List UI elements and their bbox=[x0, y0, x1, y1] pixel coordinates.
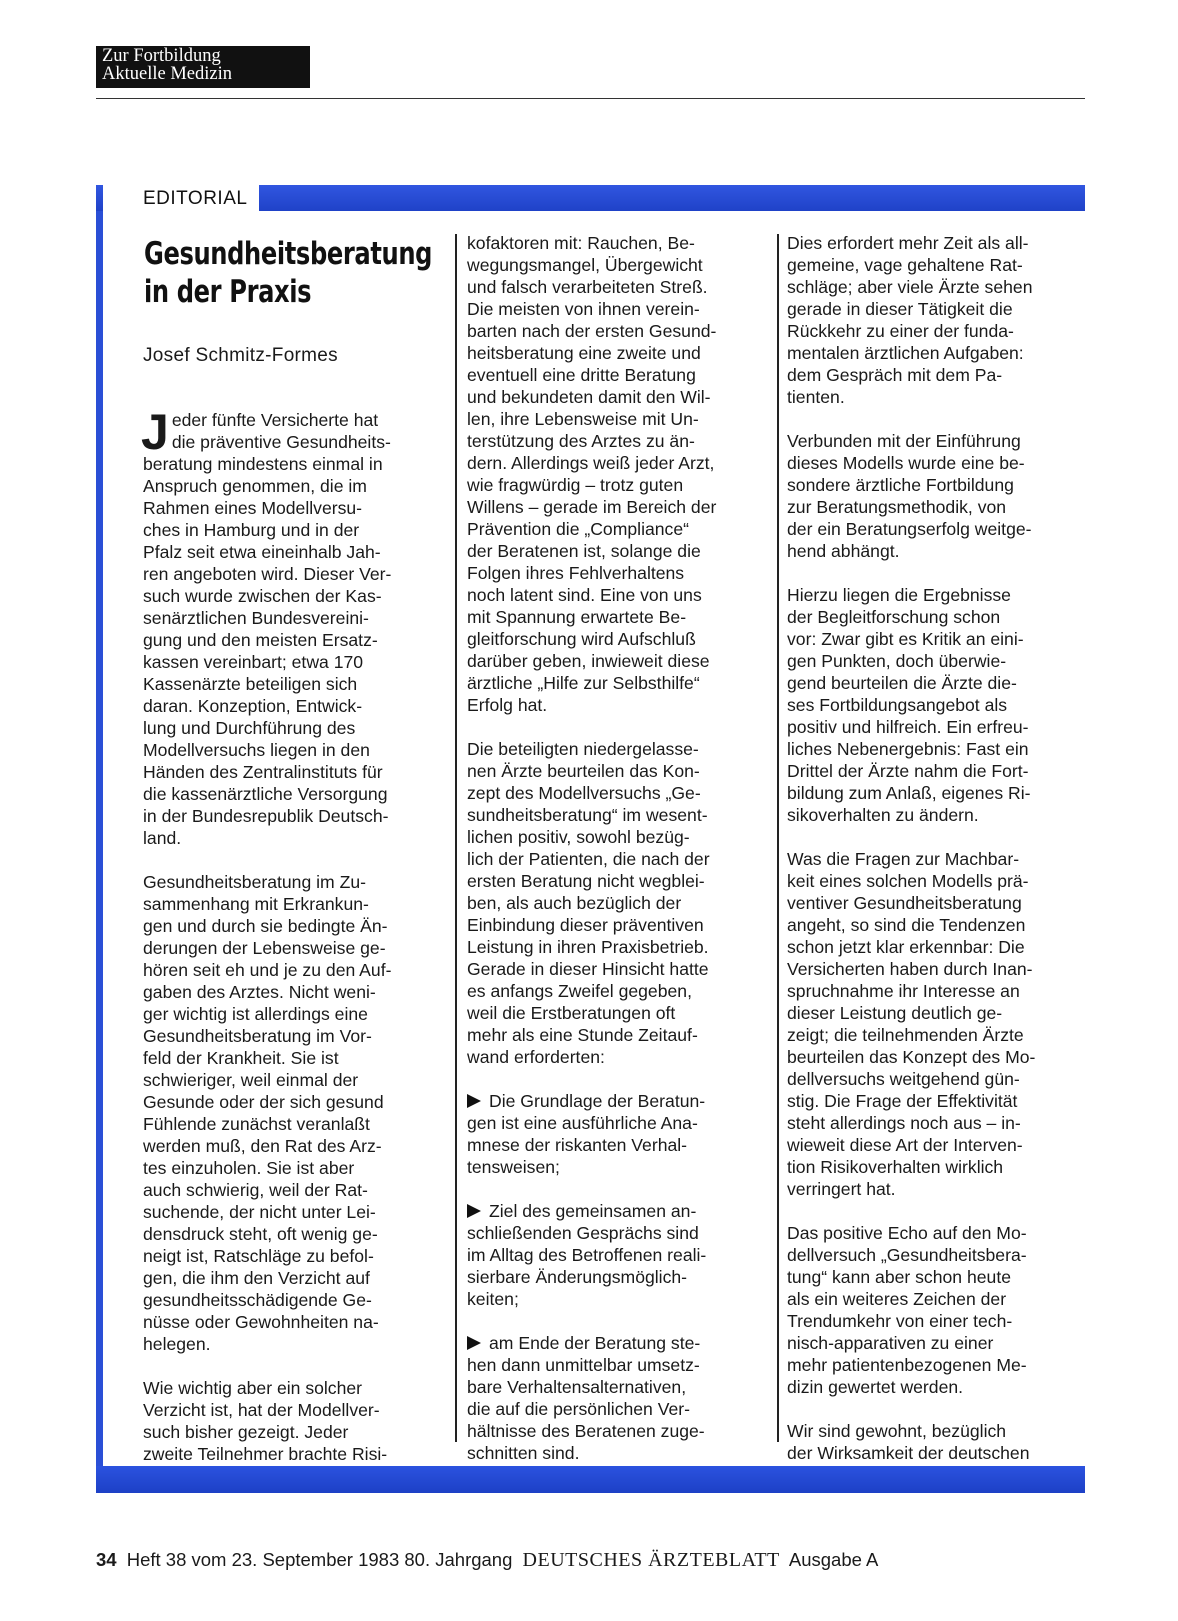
text-line: der ein Beratungserfolg weitge- bbox=[787, 519, 1032, 539]
text-line: ventiver Gesundheitsberatung bbox=[787, 893, 1022, 913]
text-line: dizin gewertet werden. bbox=[787, 1377, 964, 1397]
text-line: dieses Modells wurde eine be- bbox=[787, 453, 1025, 473]
text-line: feld der Krankheit. Sie ist bbox=[143, 1048, 339, 1068]
text-line: gen Punkten, doch überwie- bbox=[787, 651, 1007, 671]
text-line: kassen vereinbart; etwa 170 bbox=[143, 652, 364, 672]
bullet-arrow-icon bbox=[467, 1336, 481, 1350]
text-line: zept des Modellversuchs „Ge- bbox=[467, 783, 701, 803]
text-line: bildung zum Anlaß, eigenes Ri- bbox=[787, 783, 1031, 803]
text-line: mehr als eine Stunde Zeitauf- bbox=[467, 1025, 698, 1045]
text-line: Modellversuchs liegen in den bbox=[143, 740, 370, 760]
text-line: zeigt; die teilnehmenden Ärzte bbox=[787, 1025, 1024, 1045]
page-footer bbox=[96, 1549, 883, 1572]
bullet-arrow-icon bbox=[467, 1204, 481, 1218]
text-line: Pfalz seit etwa eineinhalb Jah- bbox=[143, 542, 381, 562]
text-line: eder fünfte Versicherte hat bbox=[171, 410, 379, 430]
text-line: Händen des Zentralinstituts für bbox=[143, 762, 383, 782]
text-line: nisch-apparativen zu einer bbox=[787, 1333, 994, 1353]
text-line: darüber geben, inwieweit diese bbox=[467, 651, 710, 671]
text-line: tung“ kann aber schon heute bbox=[787, 1267, 1011, 1287]
paragraph bbox=[787, 848, 1087, 1200]
text-line: schwieriger, weil einmal der bbox=[143, 1070, 359, 1090]
text-line: lich der Patienten, die nach der bbox=[467, 849, 710, 869]
text-line: Drittel der Ärzte nahm die Fort- bbox=[787, 761, 1029, 781]
text-line: gen ist eine ausführliche Ana- bbox=[467, 1113, 698, 1133]
text-line: ses Fortbildungsangebot als bbox=[787, 695, 1008, 715]
text-line: Rahmen eines Modellversu- bbox=[143, 498, 363, 518]
text-line: die präventive Gesundheits- bbox=[171, 432, 391, 452]
paragraph bbox=[787, 1222, 1087, 1398]
text-line: spruchnahme ihr Interesse an bbox=[787, 981, 1020, 1001]
text-line: keit eines solchen Modells prä- bbox=[787, 871, 1029, 891]
text-line: Erfolg hat. bbox=[467, 695, 548, 715]
title-line-2: in der Praxis bbox=[144, 274, 312, 310]
text-line: hend abhängt. bbox=[787, 541, 900, 561]
text-line: Dies erfordert mehr Zeit als all- bbox=[787, 233, 1029, 253]
text-line: verringert hat. bbox=[787, 1179, 896, 1199]
text-line: Wie wichtig aber ein solcher bbox=[143, 1378, 363, 1398]
text-line: nen Ärzte beurteilen das Kon- bbox=[467, 761, 700, 781]
text-line: dieser Leistung deutlich ge- bbox=[787, 1003, 1003, 1023]
text-line: tes einzuholen. Sie ist aber bbox=[143, 1158, 355, 1178]
text-line: positiv und hilfreich. Ein erfreu- bbox=[787, 717, 1029, 737]
text-line: Das positive Echo auf den Mo- bbox=[787, 1223, 1027, 1243]
header-line-2: Aktuelle Medizin bbox=[102, 64, 232, 84]
text-column-1 bbox=[141, 404, 443, 1487]
paragraph bbox=[143, 871, 443, 1355]
bullet-arrow-icon bbox=[467, 1094, 481, 1108]
paragraph bbox=[787, 430, 1087, 562]
text-line: Kassenärzte beteiligen sich bbox=[143, 674, 358, 694]
text-line: es anfangs Zweifel gegeben, bbox=[467, 981, 692, 1001]
text-line: Gerade in dieser Hinsicht hatte bbox=[467, 959, 709, 979]
text-line: gung und den meisten Ersatz- bbox=[143, 630, 378, 650]
text-line: ersten Beratung nicht wegblei- bbox=[467, 871, 705, 891]
text-line: hen dann unmittelbar umsetz- bbox=[467, 1355, 700, 1375]
column-rule bbox=[455, 234, 457, 1442]
paragraph bbox=[141, 404, 443, 849]
text-line: gen und durch sie bedingte Än- bbox=[143, 916, 388, 936]
paragraph-lines bbox=[141, 404, 443, 849]
text-column-2 bbox=[467, 232, 767, 1486]
text-line: die auf die persönlichen Ver- bbox=[467, 1399, 690, 1419]
text-line: Wir sind gewohnt, bezüglich bbox=[787, 1421, 1007, 1441]
drop-cap: J bbox=[141, 404, 169, 460]
article-author: Josef Schmitz-Formes bbox=[143, 345, 338, 366]
text-line: dern. Allerdings weiß jeder Arzt, bbox=[467, 453, 715, 473]
text-line: heitsberatung eine zweite und bbox=[467, 343, 701, 363]
text-line: gen, die ihm den Verzicht auf bbox=[143, 1268, 370, 1288]
text-line: sondere ärztliche Fortbildung bbox=[787, 475, 1014, 495]
page-number: 34 bbox=[96, 1549, 117, 1570]
text-line: am Ende der Beratung ste- bbox=[467, 1332, 767, 1354]
text-line: densdruck steht, oft wenig ge- bbox=[143, 1224, 378, 1244]
text-line: Einbindung dieser präventiven bbox=[467, 915, 704, 935]
text-line: noch latent sind. Eine von uns bbox=[467, 585, 702, 605]
paragraph bbox=[467, 738, 767, 1068]
journal-name: DEUTSCHES ÄRZTEBLATT bbox=[522, 1549, 780, 1571]
article-title bbox=[144, 235, 432, 311]
text-line: neigt ist, Ratschläge zu befol- bbox=[143, 1246, 374, 1266]
text-line: der Beratenen ist, solange die bbox=[467, 541, 701, 561]
text-line: Die Grundlage der Beratun- bbox=[467, 1090, 767, 1112]
editorial-label: EDITORIAL bbox=[103, 185, 259, 211]
text-line: wie fragwürdig – trotz guten bbox=[467, 475, 684, 495]
bullet-item bbox=[467, 1090, 767, 1178]
text-line: sierbare Änderungsmöglich- bbox=[467, 1267, 688, 1287]
text-line: dellversuch „Gesundheitsbera- bbox=[787, 1245, 1027, 1265]
text-line: die kassenärztliche Versorgung bbox=[143, 784, 388, 804]
text-line: Ziel des gemeinsamen an- bbox=[467, 1200, 767, 1222]
text-line: daran. Konzeption, Entwick- bbox=[143, 696, 363, 716]
text-line: ren angeboten wird. Dieser Ver- bbox=[143, 564, 392, 584]
text-line: Fühlende zunächst veranlaßt bbox=[143, 1114, 370, 1134]
text-line: Versicherten haben durch Inan- bbox=[787, 959, 1033, 979]
text-line: Trendumkehr von einer tech- bbox=[787, 1311, 1013, 1331]
text-line: gerade in dieser Tätigkeit die bbox=[787, 299, 1013, 319]
bullet-item bbox=[467, 1200, 767, 1310]
text-line: im Alltag des Betroffenen reali- bbox=[467, 1245, 707, 1265]
text-line: wegungsmangel, Übergewicht bbox=[467, 255, 703, 275]
header-line-1: Zur Fortbildung bbox=[102, 46, 221, 66]
text-line: Gesundheitsberatung im Vor- bbox=[143, 1026, 372, 1046]
text-line: gleitforschung wird Aufschluß bbox=[467, 629, 696, 649]
text-line: mnese der riskanten Verhal- bbox=[467, 1135, 688, 1155]
text-line: weil die Erstberatungen oft bbox=[467, 1003, 676, 1023]
text-line: vor: Zwar gibt es Kritik an eini- bbox=[787, 629, 1024, 649]
text-line: barten nach der ersten Gesund- bbox=[467, 321, 717, 341]
issue-info: Heft 38 vom 23. September 1983 80. Jahrgang bbox=[126, 1549, 513, 1570]
text-line: lung und Durchführung des bbox=[143, 718, 356, 738]
edition: Ausgabe A bbox=[788, 1549, 879, 1570]
text-line: ben, als auch bezüglich der bbox=[467, 893, 682, 913]
text-line: und falsch verarbeiteten Streß. bbox=[467, 277, 708, 297]
text-line: tensweisen; bbox=[467, 1157, 560, 1177]
text-column-3 bbox=[787, 232, 1087, 1486]
text-line: eventuell eine dritte Beratung bbox=[467, 365, 696, 385]
section-header-box bbox=[96, 46, 310, 88]
text-line: beratung mindestens einmal in bbox=[143, 454, 383, 474]
text-line: steht allerdings noch aus – in- bbox=[787, 1113, 1021, 1133]
text-line: als ein weiteres Zeichen der bbox=[787, 1289, 1007, 1309]
text-line: Rückkehr zu einer der funda- bbox=[787, 321, 1014, 341]
text-line: derungen der Lebensweise ge- bbox=[143, 938, 386, 958]
text-line: wieweit diese Art der Interven- bbox=[787, 1135, 1023, 1155]
text-line: Verzicht ist, hat der Modellver- bbox=[143, 1400, 380, 1420]
text-line: tion Risikoverhalten wirklich bbox=[787, 1157, 1004, 1177]
text-line: Prävention die „Compliance“ bbox=[467, 519, 689, 539]
text-line: mit Spannung erwartete Be- bbox=[467, 607, 687, 627]
text-line: gend beurteilen die Ärzte die- bbox=[787, 673, 1017, 693]
text-line: land. bbox=[143, 828, 182, 848]
text-line: such wurde zwischen der Kas- bbox=[143, 586, 382, 606]
text-line: gesundheitsschädigende Ge- bbox=[143, 1290, 372, 1310]
text-line: stig. Die Frage der Effektivität bbox=[787, 1091, 1018, 1111]
text-line: Hierzu liegen die Ergebnisse bbox=[787, 585, 1011, 605]
text-line: der Wirksamkeit der deutschen bbox=[787, 1443, 1030, 1463]
text-line: und bekundeten damit den Wil- bbox=[467, 387, 711, 407]
text-line: Leistung in ihren Praxisbetrieb. bbox=[467, 937, 709, 957]
bullet-item bbox=[467, 1332, 767, 1464]
text-line: zur Beratungsmethodik, von bbox=[787, 497, 1007, 517]
text-line: schon jetzt klar erkennbar: Die bbox=[787, 937, 1025, 957]
text-line: gaben des Arztes. Nicht weni- bbox=[143, 982, 376, 1002]
text-line: nüsse oder Gewohnheiten na- bbox=[143, 1312, 379, 1332]
text-line: ärztliche „Hilfe zur Selbsthilfe“ bbox=[467, 673, 700, 693]
text-line: suchende, der nicht unter Lei- bbox=[143, 1202, 376, 1222]
text-line: Die beteiligten niedergelasse- bbox=[467, 739, 699, 759]
text-line: Gesunde oder der sich gesund bbox=[143, 1092, 384, 1112]
text-line: Was die Fragen zur Machbar- bbox=[787, 849, 1020, 869]
paragraph bbox=[787, 1420, 1087, 1464]
title-line-1: Gesundheitsberatung bbox=[144, 236, 433, 272]
text-line: sammenhang mit Erkrankun- bbox=[143, 894, 369, 914]
paragraph bbox=[143, 1377, 443, 1465]
text-line: schließenden Gesprächs sind bbox=[467, 1223, 699, 1243]
paragraph bbox=[787, 232, 1087, 408]
text-line: liches Nebenergebnis: Fast ein bbox=[787, 739, 1029, 759]
text-line: gemeine, vage gehaltene Rat- bbox=[787, 255, 1023, 275]
text-line: helegen. bbox=[143, 1334, 211, 1354]
header-rule bbox=[96, 98, 1085, 99]
text-line: werden muß, den Rat des Arz- bbox=[143, 1136, 382, 1156]
text-line: schnitten sind. bbox=[467, 1443, 580, 1463]
column-rule bbox=[777, 234, 779, 1442]
text-line: tienten. bbox=[787, 387, 845, 407]
text-line: keiten; bbox=[467, 1289, 519, 1309]
text-line: ches in Hamburg und in der bbox=[143, 520, 360, 540]
text-line: mehr patientenbezogenen Me- bbox=[787, 1355, 1027, 1375]
paragraph bbox=[467, 232, 767, 716]
text-line: such bisher gezeigt. Jeder bbox=[143, 1422, 349, 1442]
text-line: terstützung des Arztes zu än- bbox=[467, 431, 695, 451]
text-line: sikoverhalten zu ändern. bbox=[787, 805, 979, 825]
text-line: Gesundheitsberatung im Zu- bbox=[143, 872, 366, 892]
text-line: mentalen ärztlichen Aufgaben: bbox=[787, 343, 1024, 363]
text-line: Anspruch genommen, die im bbox=[143, 476, 367, 496]
text-line: angeht, so sind die Tendenzen bbox=[787, 915, 1026, 935]
text-line: zweite Teilnehmer brachte Risi- bbox=[143, 1444, 388, 1464]
text-line: wand erforderten: bbox=[467, 1047, 605, 1067]
text-line: dem Gespräch mit dem Pa- bbox=[787, 365, 1003, 385]
text-line: sundheitsberatung“ im wesent- bbox=[467, 805, 708, 825]
text-line: hören seit eh und je zu den Auf- bbox=[143, 960, 392, 980]
text-line: hältnisse des Beratenen zuge- bbox=[467, 1421, 705, 1441]
text-line: beurteilen das Konzept des Mo- bbox=[787, 1047, 1036, 1067]
text-line: kofaktoren mit: Rauchen, Be- bbox=[467, 233, 695, 253]
text-line: senärztlichen Bundesvereini- bbox=[143, 608, 369, 628]
text-line: der Begleitforschung schon bbox=[787, 607, 1001, 627]
text-line: bare Verhaltensalternativen, bbox=[467, 1377, 687, 1397]
text-line: lichen positiv, sowohl bezüg- bbox=[467, 827, 690, 847]
text-line: Willens – gerade im Bereich der bbox=[467, 497, 717, 517]
text-line: ger wichtig ist allerdings eine bbox=[143, 1004, 368, 1024]
text-line: Verbunden mit der Einführung bbox=[787, 431, 1021, 451]
text-line: Die meisten von ihnen verein- bbox=[467, 299, 700, 319]
paragraph bbox=[787, 584, 1087, 826]
text-line: Folgen ihres Fehlverhaltens bbox=[467, 563, 685, 583]
text-line: auch schwierig, weil der Rat- bbox=[143, 1180, 368, 1200]
text-line: dellversuchs weitgehend gün- bbox=[787, 1069, 1020, 1089]
text-line: schläge; aber viele Ärzte sehen bbox=[787, 277, 1033, 297]
text-line: len, ihre Lebensweise mit Un- bbox=[467, 409, 699, 429]
text-line: in der Bundesrepublik Deutsch- bbox=[143, 806, 389, 826]
